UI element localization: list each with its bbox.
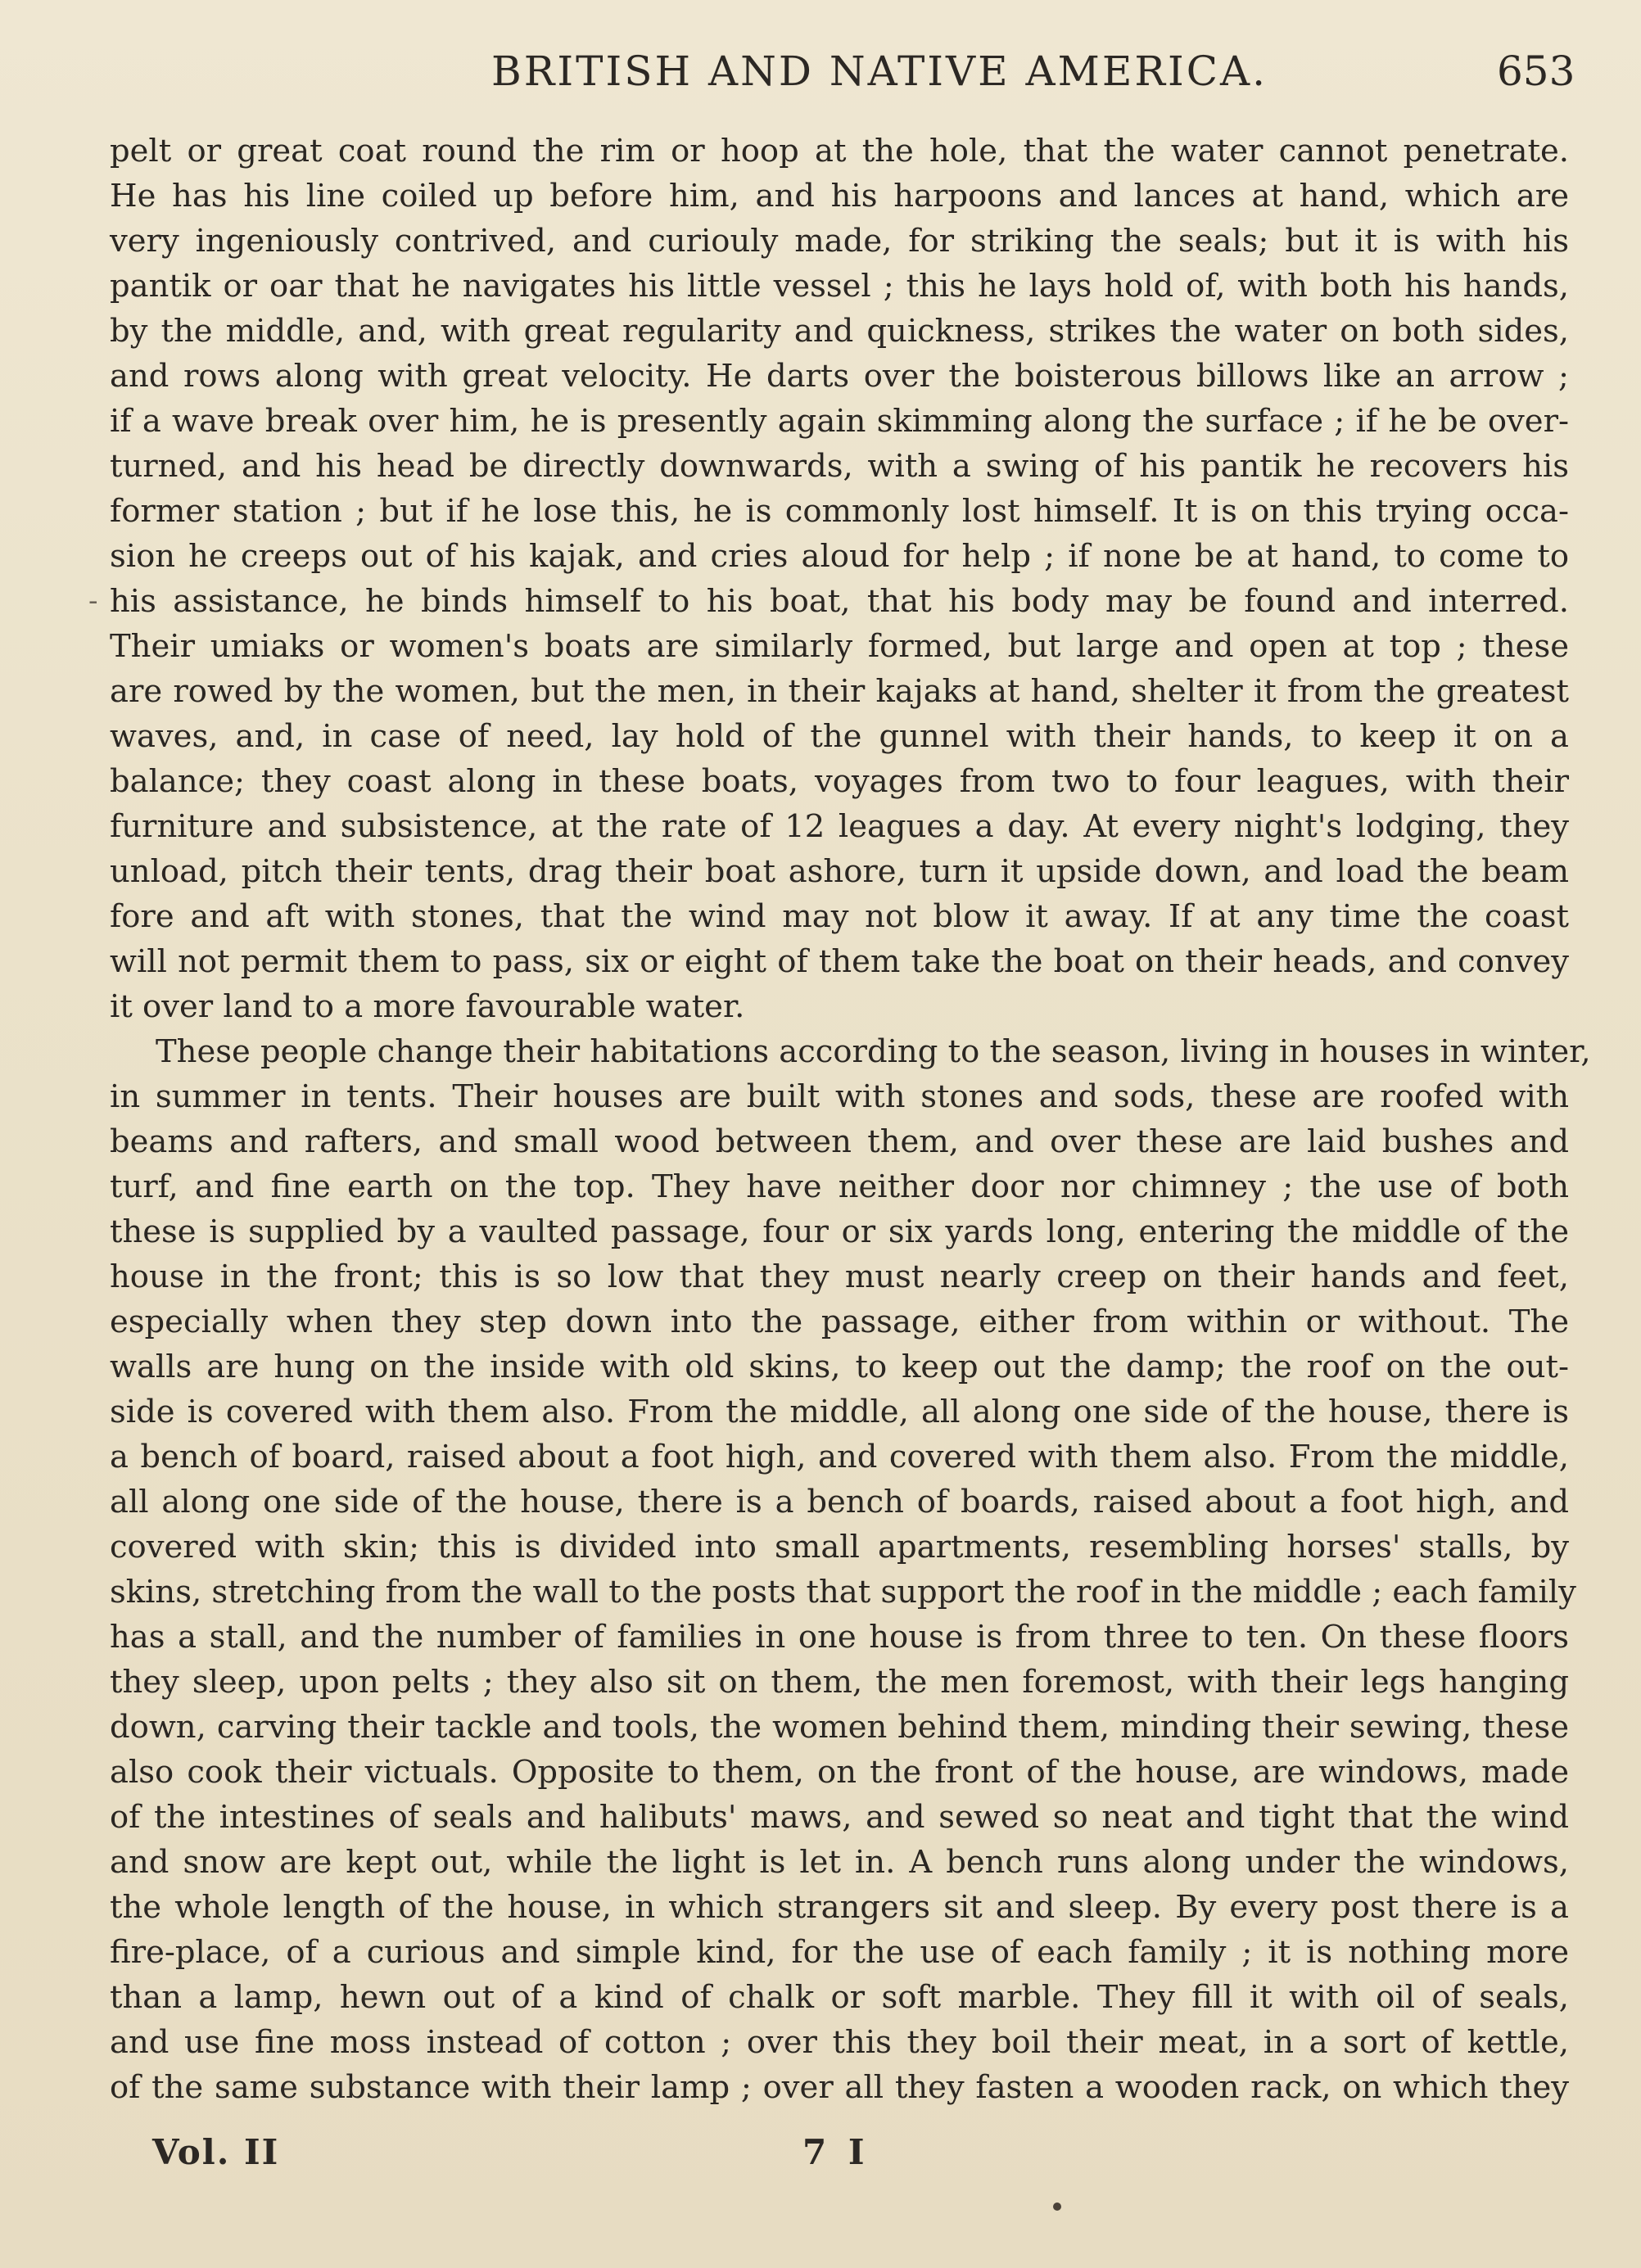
text-line: his assistance, he binds himself to his boat, that his body may be found and interred. xyxy=(110,583,1569,620)
text-line: very ingeniously contrived, and curiouly made, for striking the seals; but it is with his xyxy=(110,223,1569,260)
running-title: BRITISH AND NATIVE AMERICA. xyxy=(491,47,1268,95)
text-line: will not permit them to pass, six or eight of them take the boat on their heads, and convey xyxy=(110,943,1569,980)
page-number: 653 xyxy=(1497,47,1575,95)
text-line: waves, and, in case of need, lay hold of the gunnel with their hands, to keep it on a xyxy=(110,718,1569,755)
text-line: a bench of board, raised about a foot high, and covered with them also. From the middle, xyxy=(110,1439,1569,1475)
text-line: He has his line coiled up before him, and his harpoons and lances at hand, which are xyxy=(110,178,1569,215)
text-line: it over land to a more favourable water. xyxy=(110,988,745,1025)
text-line: fire-place, of a curious and simple kind, for the use of each family ; it is nothing more xyxy=(110,1934,1569,1971)
text-line: beams and rafters, and small wood between them, and over these are laid bushes and xyxy=(110,1123,1569,1160)
text-line: sion he creeps out of his kajak, and cries aloud for help ; if none be at hand, to come to xyxy=(110,538,1569,575)
ink-speck xyxy=(1053,2202,1061,2211)
text-line: if a wave break over him, he is presently again skimming along the surface ; if he be over- xyxy=(110,403,1569,440)
text-line: and rows along with great velocity. He darts over the boisterous billows like an arrow ; xyxy=(110,358,1569,395)
text-line: are rowed by the women, but the men, in their kajaks at hand, shelter it from the greatest xyxy=(110,673,1569,710)
text-line: turned, and his head be directly downwards, with a swing of his pantik he recovers his xyxy=(110,448,1569,485)
text-line: and use fine moss instead of cotton ; over this they boil their meat, in a sort of kettle, xyxy=(110,2024,1569,2061)
text-line: walls are hung on the inside with old skins, to keep out the damp; the roof on the out- xyxy=(110,1349,1569,1385)
margin-mark: - xyxy=(88,585,98,617)
text-line: side is covered with them also. From the middle, all along one side of the house, there is xyxy=(110,1394,1569,1430)
text-line: fore and aft with stones, that the wind may not blow it away. If at any time the coast xyxy=(110,898,1569,935)
text-line: down, carving their tackle and tools, the women behind them, minding their sewing, these xyxy=(110,1709,1569,1746)
text-line: turf, and fine earth on the top. They have neither door nor chimney ; the use of both xyxy=(110,1168,1569,1205)
volume-label: Vol. II xyxy=(152,2132,280,2172)
text-line: pantik or oar that he navigates his little vessel ; this he lays hold of, with both his hands, xyxy=(110,268,1569,305)
text-line: former station ; but if he lose this, he is commonly lost himself. It is on this trying occa- xyxy=(110,493,1569,530)
text-line: the whole length of the house, in which strangers sit and sleep. By every post there is a xyxy=(110,1889,1569,1926)
text-line: they sleep, upon pelts ; they also sit on them, the men foremost, with their legs hanging xyxy=(110,1664,1569,1701)
text-line: skins, stretching from the wall to the posts that support the roof in the middle ; each family xyxy=(110,1574,1576,1611)
text-line: of the intestines of seals and halibuts' maws, and sewed so neat and tight that the wind xyxy=(110,1799,1569,1836)
text-line: and snow are kept out, while the light is let in. A bench runs along under the windows, xyxy=(110,1844,1569,1881)
text-line: than a lamp, hewn out of a kind of chalk or soft marble. They fill it with oil of seals, xyxy=(110,1979,1569,2016)
text-line: house in the front; this is so low that they must nearly creep on their hands and feet, xyxy=(110,1258,1569,1295)
text-line: Their umiaks or women's boats are similarly formed, but large and open at top ; these xyxy=(110,628,1569,665)
text-line: especially when they step down into the passage, either from within or without. The xyxy=(110,1303,1569,1340)
text-line: balance; they coast along in these boats, voyages from two to four leagues, with their xyxy=(110,763,1569,800)
text-line: all along one side of the house, there is a bench of boards, raised about a foot high, and xyxy=(110,1484,1569,1520)
signature-mark: 7 I xyxy=(802,2132,870,2172)
page-footer xyxy=(0,2132,1641,2181)
text-line: by the middle, and, with great regularity and quickness, strikes the water on both sides, xyxy=(110,313,1569,350)
text-line: pelt or great coat round the rim or hoop at the hole, that the water cannot penetrate. xyxy=(110,133,1569,169)
running-head xyxy=(0,47,1641,105)
text-line: furniture and subsistence, at the rate of 12 leagues a day. At every night's lodging, they xyxy=(110,808,1569,845)
text-line: covered with skin; this is divided into small apartments, resembling horses' stalls, by xyxy=(110,1529,1569,1565)
text-line: unload, pitch their tents, drag their boat ashore, turn it upside down, and load the beam xyxy=(110,853,1569,890)
text-line: in summer in tents. Their houses are built with stones and sods, these are roofed with xyxy=(110,1078,1569,1115)
text-line: of the same substance with their lamp ; over all they fasten a wooden rack, on which they xyxy=(110,2069,1569,2106)
text-line: These people change their habitations according to the season, living in houses in winter, xyxy=(156,1033,1591,1070)
text-line: has a stall, and the number of families in one house is from three to ten. On these floors xyxy=(110,1619,1569,1656)
text-line: these is supplied by a vaulted passage, four or six yards long, entering the middle of the xyxy=(110,1213,1569,1250)
text-line: also cook their victuals. Opposite to them, on the front of the house, are windows, made xyxy=(110,1754,1569,1791)
